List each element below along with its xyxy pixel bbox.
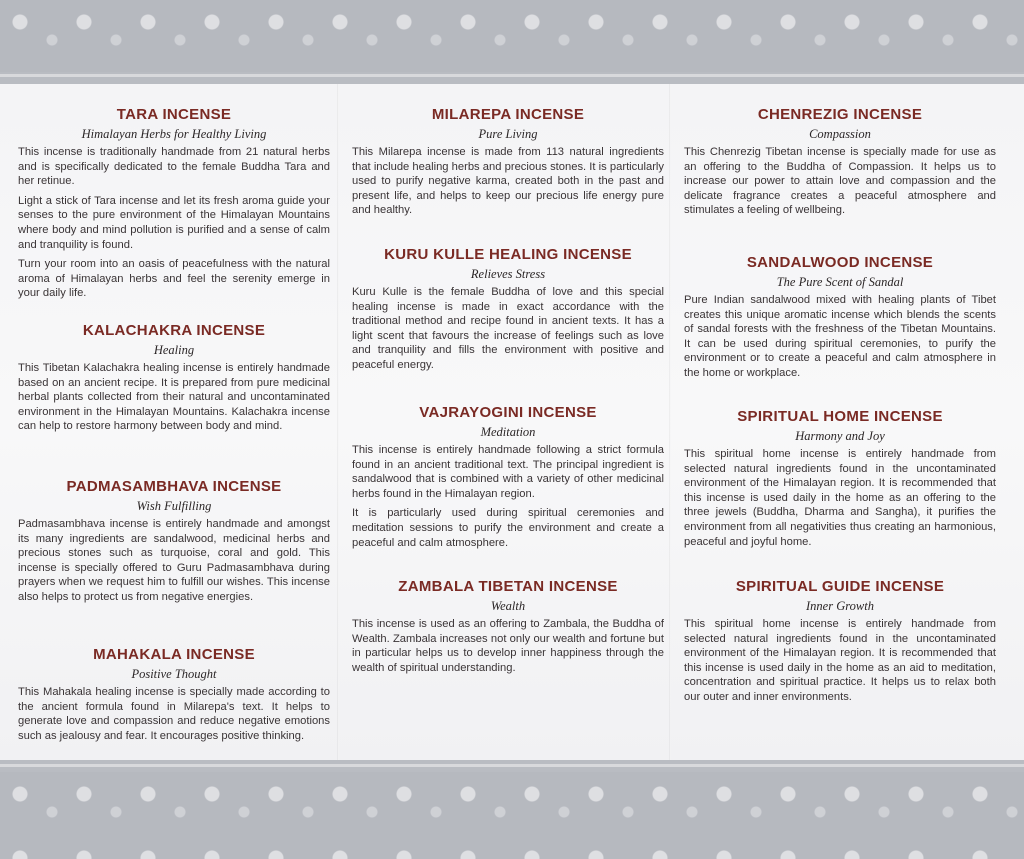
- section-chenrezig: [684, 106, 996, 223]
- section-title: VAJRAYOGINI INCENSE: [419, 404, 597, 421]
- section-paragraph: This Chenrezig Tibetan incense is specially made for use as an offering to the Buddha of Compassion. It helps us to increase our power to attain love and compassion and the delicate fragrance creates a peaceful atmosphere and stimulates a feeling of wellbeing.: [684, 146, 996, 217]
- section-paragraph: This Tibetan Kalachakra healing incense is entirely handmade based on an ancient recipe. It is prepared from pure medicinal herbal plants collected from their natural and uncontaminated environment in the Himalayan Mountains. Kalachakra incense can help to restore harmony between body and mind.: [18, 362, 330, 433]
- section-title: KALACHAKRA INCENSE: [82, 322, 266, 339]
- section-paragraph: This Milarepa incense is made from 113 natural ingredients that include healing herbs and precious stones. It is particularly used to purify negative karma, created both in the past and present life, and helps to keep our precious life energy pure and healthy.: [352, 146, 664, 217]
- section-paragraph: This incense is entirely handmade following a strict formula found in an ancient traditional text. The principal ingredient is sandalwood that is combined with a variety of other medicinal herbs found in the Himalayan region.: [352, 444, 664, 500]
- section-spiritual-guide: [684, 578, 996, 710]
- fold-line-2: [669, 84, 671, 760]
- section-padmasambhava: [18, 478, 330, 610]
- section-subtitle: Inner Growth: [806, 599, 874, 613]
- fold-line-1: [337, 84, 339, 760]
- section-subtitle: Relieves Stress: [470, 267, 546, 281]
- section-title: PADMASAMBHAVA INCENSE: [66, 478, 282, 495]
- section-title: MILAREPA INCENSE: [431, 106, 585, 123]
- section-tara: [18, 106, 330, 306]
- section-spiritual-home: [684, 408, 996, 554]
- section-zambala: [352, 578, 664, 680]
- section-subtitle: Wish Fulfilling: [136, 499, 212, 513]
- section-paragraph: This spiritual home incense is entirely handmade from selected natural ingredients found in the uncontaminated environment of the Himalayan region. It is recommended that this incense is used daily in the home as an offering to the three jewels (Buddha, Dharma and Sangha), it purifies the environment from all negativities thus creating an harmonious, peaceful and joyful home.: [684, 448, 996, 548]
- section-paragraph: Light a stick of Tara incense and let its fresh aroma guide your senses to the pure environment of the Himalayan Mountains where body and mind pollution is purified and a sense of calm and tranquility is found.: [18, 194, 330, 251]
- section-paragraph: Turn your room into an oasis of peacefulness with the natural aroma of Himalayan herbs and feel the serenity emerge in your daily life.: [18, 258, 330, 300]
- section-title: ZAMBALA TIBETAN INCENSE: [398, 578, 618, 595]
- section-milarepa: [352, 106, 664, 223]
- section-vajrayogini: [352, 404, 664, 555]
- section-subtitle: Harmony and Joy: [795, 429, 885, 443]
- section-subtitle: Positive Thought: [131, 667, 217, 681]
- section-kalachakra: [18, 322, 330, 439]
- section-title: MAHAKALA INCENSE: [93, 646, 255, 663]
- top-decorative-band: [0, 0, 1024, 72]
- section-paragraph: This incense is traditionally handmade from 21 natural herbs and is specifically dedicated to the female Buddha Tara and her retinue.: [18, 146, 330, 188]
- section-subtitle: Himalayan Herbs for Healthy Living: [81, 127, 267, 141]
- section-paragraph: Pure Indian sandalwood mixed with healing plants of Tibet creates this unique aromatic incense which blends the scents of sandal forests with the freshness of the Tibetan Mountains. It can be used during spiritual ceremonies, to purify the environment or to create a peaceful and calm atmosphere in the home or workplace.: [684, 294, 996, 379]
- section-subtitle: Pure Living: [478, 127, 538, 141]
- section-title: SPIRITUAL GUIDE INCENSE: [735, 578, 945, 595]
- section-paragraph: This Mahakala healing incense is specially made according to the ancient formula found in Milarepa's text. It helps to generate love and compassion and reduce negative emotions such as jealousy and fear. It encourages positive thinking.: [18, 686, 330, 742]
- section-sandalwood: [684, 254, 996, 386]
- section-paragraph: This incense is used as an offering to Zambala, the Buddha of Wealth. Zambala increases not only our wealth and fortune but in particular helps us to develop inner happiness through the wealth of spiritual understanding.: [352, 618, 664, 674]
- section-title: SPIRITUAL HOME INCENSE: [737, 408, 943, 425]
- section-title: CHENREZIG INCENSE: [757, 106, 923, 123]
- section-subtitle: Compassion: [809, 127, 871, 141]
- section-paragraph: Kuru Kulle is the female Buddha of love and this special healing incense is made in exact accordance with the traditional method and recipe found in ancient texts. It has a light scent that favours the increase of feelings such as love and tranquility and fills the environment with positive and peaceful energy.: [352, 286, 664, 371]
- section-subtitle: The Pure Scent of Sandal: [776, 275, 904, 289]
- section-subtitle: Meditation: [480, 425, 536, 439]
- section-paragraph: Padmasambhava incense is entirely handmade and amongst its many ingredients are sandalwood, medicinal herbs and precious stones such as turquoise, coral and gold. This incense is specially offered to Guru Padmasambhava during prayers when we request him to fulfill our wishes. This incense also helps to protect us from negative energies.: [18, 518, 330, 603]
- top-stripe: [0, 74, 1024, 77]
- section-subtitle: Wealth: [490, 599, 526, 613]
- section-title: TARA INCENSE: [116, 106, 232, 123]
- section-mahakala: [18, 646, 330, 748]
- bottom-stripe: [0, 764, 1024, 767]
- section-title: SANDALWOOD INCENSE: [746, 254, 934, 271]
- section-paragraph: It is particularly used during spiritual ceremonies and meditation sessions to purify the environment and create a peaceful and calm atmosphere.: [352, 507, 664, 549]
- section-subtitle: Healing: [153, 343, 195, 357]
- bottom-decorative-band: [0, 772, 1024, 859]
- section-kuru-kulle: [352, 246, 664, 378]
- section-title: KURU KULLE HEALING INCENSE: [384, 246, 632, 263]
- section-paragraph: This spiritual home incense is entirely handmade from selected natural ingredients found in the uncontaminated environment of the Himalayan region. It is recommended that this incense is used daily in the home as an aid to meditation, concentration and spiritual practice. It helps us to relax both our outer and inner environments.: [684, 618, 996, 703]
